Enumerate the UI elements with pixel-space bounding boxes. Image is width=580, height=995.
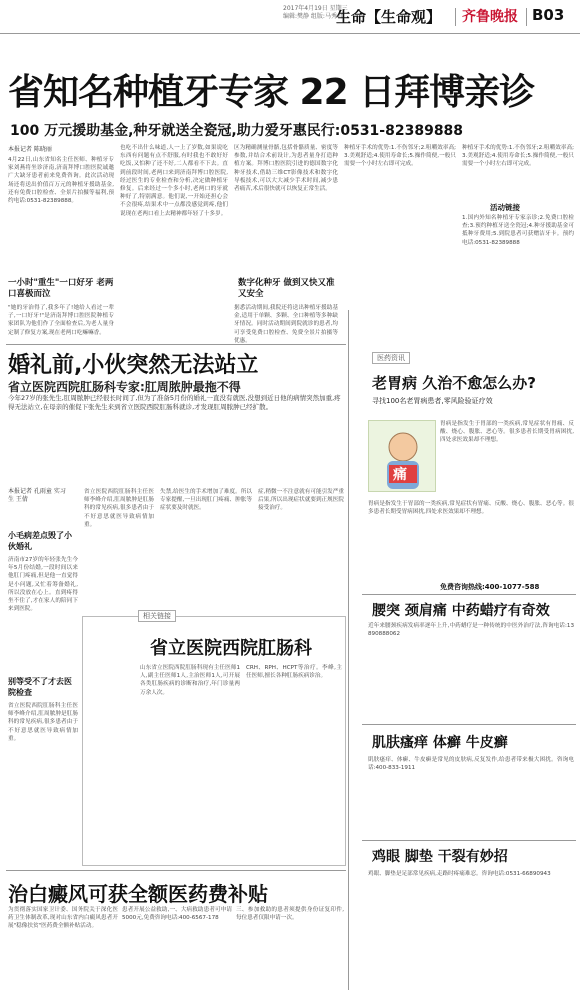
header-editors: 编辑:樊静 组版:马秀君 — [283, 13, 343, 20]
page-header — [0, 0, 580, 34]
article-column: 也吃不出什么味道,人一上了岁数,如果说吃东西有问题有点不舒服,有时我也不敢好好吃饭,又怕种了还不好,二人都看不下去。直到前段时间,老两口来到济南拜博口腔医院,经过医生的专业检查和分析,决定做种植牙修复。后来经过一个多小时,老两口的牙就种好了,特别满意。他们说,一开始还担心会不会很疼,结果术中一点都没感觉到疼,他们说现在老两口看上去精神都年轻了十多岁。 — [120, 145, 228, 217]
stomach-illustration — [368, 420, 436, 492]
pain-label: 痛 — [393, 467, 407, 483]
article-column: 省立医院西院肛肠科主任医师李峰介绍,肛周脓肿是肛肠科的常见疾病,很多患者由于不好意思就医导致病情加重。 — [84, 489, 154, 528]
article-column: 1.国内外知名种植牙专家亲诊;2.免费口腔检查;3.预约种植牙送全瓷冠;4.种牙援助基金可抵种牙费用;5.到院患者可获赠洁牙卡。预约电话:0531-82389888 — [462, 215, 574, 246]
article-column: 三、参加救助的患者须提供身份证复印件,每位患者仅限申请一次。 — [236, 907, 344, 922]
article-column: 种植牙手术的优势:1.不伤邻牙;2.咀嚼效率高;3.美观舒适;4.使用寿命长;5.操作简便,一般只需要一个小时左右即可完成。 — [344, 145, 456, 168]
article-column: 区为精确测量骨骼,包括骨骼质量、密度等参数,并结合术前设计,为患者量身打造种植方案。拜博口腔医院引进的德国数字化种牙技术,借助三维CT影像技术和数字化导板技术,可以大大减少手术时间,减少患者痛苦,术后很快就可以恢复正常生活。 — [234, 145, 338, 193]
headline-wedding: 婚礼前,小伙突然无法站立 — [8, 353, 259, 378]
header-divider — [455, 8, 456, 26]
header-divider — [526, 8, 527, 26]
subheadline-implant: 100 万元援助基金,种牙就送全瓷冠,助力爱牙惠民行:0531-82389888 — [10, 123, 464, 139]
article-subhead: 数字化种牙 做到又快又准又安全 — [238, 278, 335, 299]
byline: 本报记者 陈晓丽 — [8, 146, 52, 153]
article-column: 症,稍微一不注意就有可能引发严重后果,所以出现症状就要到正规医院接受治疗。 — [258, 489, 344, 512]
section-divider — [6, 870, 346, 871]
article-column: 4月22日,山东省知名主任医师、种植牙专家刘燕将坐诊济南,济南拜博口腔医院诚邀广大缺牙患者前来免费咨询。此次活动现场还将送出价值百万元的种植牙援助基金,还有免费口腔检查、全景片拍摄等福利,预约电话:0531-82389888。 — [8, 157, 114, 205]
section-divider — [362, 840, 576, 841]
section-divider — [362, 594, 576, 595]
section-title: 生命【生命观】 — [336, 8, 442, 26]
article-column: 胃病是指发生于胃部的一类疾病,常见症状有胃痛、反酸、烧心、腹胀、恶心等。很多患者长期受胃病困扰,四处求医效果却不理想。 — [440, 421, 574, 444]
article-column: 山东省立医院西院肛肠科现有主任医师1人,副主任医师1人,主治医师1人,可开展各类肛肠疾病的诊断和治疗,年门诊量两万余人次。 — [140, 665, 240, 696]
right-tag: 医药资讯 — [372, 352, 410, 364]
article-column: 鸡眼、脚垫是足部常见疾病,走路时疼痛难忍。咨询电话:0531-66890943 — [368, 871, 551, 877]
byline: 本报记者 孔雨童 实习生 王倩 — [8, 488, 66, 503]
article-column: 济南市27岁的年轻张先生今年5月份结婚,一段时间以来他肛门疼痛,但是他一直觉得是小问题,又忙着筹备婚礼,所以没放在心上。直到疼得坐不住了,才在家人的陪同下来到医院。 — [8, 557, 78, 613]
article-subhead: 别等受不了才去医院检查 — [8, 677, 72, 697]
article-column: 胃病是指发生于胃部的一类疾病,常见症状有胃痛、反酸、烧心、腹胀、恶心等。很多患者长期受胃病困扰,四处求医效果却不理想。 — [368, 501, 574, 516]
headline-vitiligo: 治白癜风可获全额医药费补贴 — [8, 882, 268, 906]
newspaper-logo: 齐鲁晚报 — [462, 9, 518, 25]
article-column: 患者开展公益救助,一、大病救助患者可申请5000元,免费咨询电话:400-6567-178 — [122, 907, 232, 922]
related-title: 省立医院西院肛肠科 — [150, 638, 312, 659]
article-subhead: 一小时"重生"一口好牙 老两口喜极而泣 — [8, 278, 114, 299]
section-divider — [6, 344, 346, 345]
right-subhead-1: 寻找100名老胃病患者,零风险验证疗效 — [372, 397, 493, 405]
right-headline-2: 腰突 颈肩痛 中药蜡疗有奇效 — [372, 603, 550, 619]
article-column: 省立医院西院肛肠科主任医师李峰介绍,肛周脓肿是肛肠科的常见疾病,很多患者由于不好意思就医导致病情加重。 — [8, 703, 78, 742]
hotline: 免费咨询热线:400-1077-588 — [440, 583, 540, 591]
subheadline-wedding: 省立医院西院肛肠科专家:肛周脓肿最拖不得 — [8, 380, 241, 394]
article-column: 失禁,给医生的手术增加了难度。所以专家提醒,一旦出现肛门疼痛、肿胀等症状要及时就医。 — [160, 489, 252, 512]
article-lead: 今年27岁的张先生,肛周脓肿已经很长时间了,但为了准备5月份的婚礼一直没有就医,没想到近日他的病情突然加重,疼得无法站立,在母亲的催促下张先生来到省立医院西院肛肠科就诊,才发现肛周脓肿已经扩散。 — [8, 394, 341, 411]
right-headline-1: 老胃病 久治不愈怎么办? — [372, 374, 536, 392]
headline-implant: 省知名种植牙专家 22 日拜博亲诊 — [8, 72, 535, 113]
article-column: 为贯彻落实国家卫计委、国务院关于深化医药卫生体制改革,现对山东省内白癜风患者开展"稳像扶贫"医药费全额补贴活动。 — [8, 907, 118, 930]
article-subhead: 活动链接 — [490, 203, 520, 212]
right-headline-3: 肌肤瘙痒 体癣 牛皮癣 — [372, 735, 508, 751]
article-column: 近年来腰颈疾病发病率逐年上升,中药蜡疗是一种传统的中医外治疗法,咨询电话:13890888062 — [368, 623, 574, 638]
article-column: 种植牙手术的优势:1.不伤邻牙;2.咀嚼效率高;3.美观舒适;4.使用寿命长;5.操作简便,一般只需要一个小时左右即可完成。 — [462, 145, 574, 168]
section-divider — [362, 724, 576, 725]
column-divider — [348, 310, 349, 990]
article-column: 肌肤瘙痒、体癣、牛皮癣是常见的皮肤病,反复发作,给患者带来极大困扰。咨询电话:400-833-1911 — [368, 757, 574, 772]
article-column: 据悉活动期间,我院还将送出种植牙援助基金,适用于单颗、多颗、全口种植等多种缺牙情况。同时活动期间到院就诊的患者,均可享受免费口腔检查、免费全景片拍摄等优惠。 — [234, 305, 338, 344]
header-date: 2017年4月19日 星期三 — [283, 5, 348, 12]
related-tag: 相关链接 — [138, 610, 176, 622]
page-number: B03 — [532, 6, 565, 24]
article-column: "她的牙治得了,我多年了!她给人看过一辈子,一口好牙!"是济南拜博口腔医院种植专家团队为他们作了全面检查后,为老人量身定制了修复方案,现在老两口吃嘛嘛香。 — [8, 305, 114, 336]
article-column: CRH、RPH、HCPT等治疗。李峰,主任医师,擅长各种肛肠疾病诊治。 — [246, 665, 342, 680]
article-subhead: 小毛病差点毁了小伙婚礼 — [8, 531, 72, 551]
right-headline-4: 鸡眼 脚垫 干裂有妙招 — [372, 849, 508, 865]
